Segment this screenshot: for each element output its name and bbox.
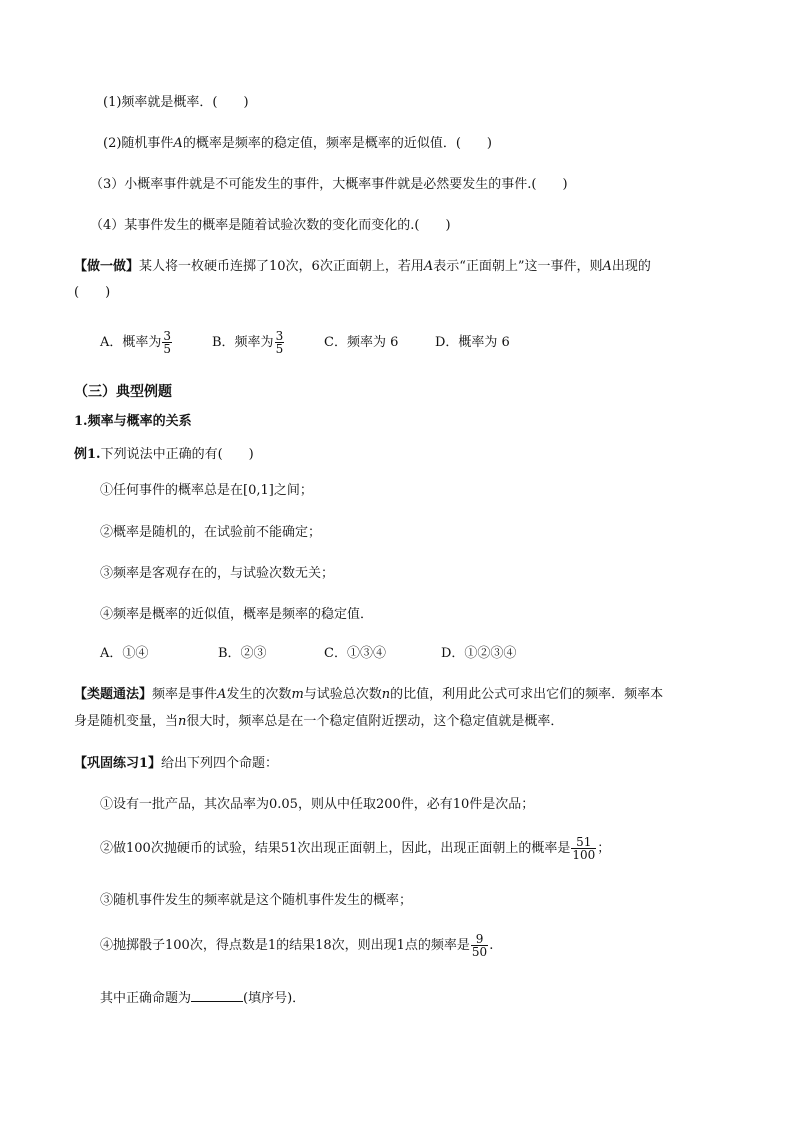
tongfa-text: 与试验总次数 — [303, 687, 382, 702]
practice-item-text: ④抛掷骰子100次，得点数是1的结果18次，则出现1点的频率是 — [100, 938, 470, 953]
tongfa-text: 的比值，利用此公式可求出它们的频率．频率本 — [390, 687, 664, 702]
variable-a: A — [423, 259, 434, 274]
fraction — [275, 330, 285, 355]
tongfa-tag: 【类题通法】 — [74, 687, 153, 702]
question-2 — [103, 135, 492, 153]
fraction — [162, 330, 172, 355]
tongfa-text: 发生的次数 — [226, 687, 292, 702]
answer-blank[interactable] — [191, 989, 243, 1002]
fraction-numerator: 3 — [275, 329, 284, 343]
variable-m: m — [291, 687, 304, 702]
question-2-text-rest: 的概率是频率的稳定值，频率是概率的近似值．( ) — [182, 136, 492, 151]
practice-item-text: ②做100次抛硬币的试验，结果51次出现正面朝上，因此，出现正面朝上的概率是 — [100, 841, 571, 856]
practice-1-item-3: ③随机事件发生的频率就是这个随机事件发生的概率； — [100, 893, 413, 908]
practice-1-item-2 — [100, 833, 610, 865]
fraction-numerator: 3 — [163, 329, 172, 343]
example-1-option-d: D．①②③④ — [441, 646, 517, 661]
fraction-denominator: 100 — [572, 848, 596, 862]
question-1: (1)频率就是概率．( ) — [103, 95, 249, 110]
answer-prefix: 其中正确命题为 — [100, 991, 192, 1006]
tongfa-line-1 — [74, 686, 663, 704]
punctuation: ； — [597, 841, 611, 856]
zuoyizuo-text-a: 某人将一枚硬币连掷了10次，6次正面朝上，若用 — [139, 259, 424, 274]
zuoyizuo-text-c: 出现的 — [611, 259, 651, 274]
example-1-option-a: A．①④ — [100, 646, 149, 661]
example-1-statement-4: ④频率是概率的近似值，概率是频率的稳定值． — [100, 607, 374, 622]
fraction-numerator: 9 — [471, 933, 488, 946]
zuoyizuo-option-c: C．频率为 6 — [324, 335, 399, 350]
example-1-statement-2: ②概率是随机的，在试验前不能确定； — [100, 525, 322, 540]
example-1-statement-1: ①任何事件的概率总是在[0,1]之间； — [100, 483, 313, 498]
fraction — [471, 933, 488, 958]
tongfa-text: 很大时，频率总是在一个稳定值附近摆动，这个稳定值就是概率． — [186, 714, 564, 729]
example-1-option-c: C．①③④ — [324, 646, 386, 661]
punctuation: . — [489, 938, 494, 953]
practice-1-answer — [100, 989, 305, 1008]
tongfa-text: 频率是事件 — [152, 687, 218, 702]
zuoyizuo-tag: 【做一做】 — [74, 259, 140, 274]
tongfa-text: 身是随机变量，当 — [74, 714, 179, 729]
practice-stem-text: 给出下列四个命题： — [161, 756, 279, 771]
variable-a: A — [602, 259, 612, 274]
practice-1-stem — [74, 755, 278, 773]
fraction-denominator: 50 — [471, 945, 488, 959]
fraction — [571, 836, 596, 861]
zuoyizuo-option-b — [212, 328, 285, 358]
zuoyizuo-line-2: ( ) — [74, 285, 111, 300]
example-stem-text: 下列说法中正确的有( ) — [100, 447, 254, 462]
variable-a: A — [217, 687, 227, 702]
example-1-statement-3: ③频率是客观存在的，与试验次数无关； — [100, 566, 335, 581]
question-3: （3）小概率事件就是不可能发生的事件，大概率事件就是必然要发生的事件.( ) — [90, 177, 568, 192]
practice-1-item-4 — [100, 930, 493, 962]
section-title: （三）典型例题 — [74, 384, 172, 400]
zuoyizuo-option-d: D．概率为 6 — [435, 335, 510, 350]
zuoyizuo-option-a — [100, 328, 173, 358]
practice-tag: 【巩固练习1】 — [74, 756, 162, 771]
subsection-title: 1.频率与概率的关系 — [74, 414, 192, 429]
fraction-numerator: 51 — [571, 836, 596, 849]
zuoyizuo-text-b: 表示“正面朝上”这一事件，则 — [433, 259, 603, 274]
tongfa-line-2 — [74, 713, 563, 731]
variable-n: n — [381, 687, 391, 702]
variable-n: n — [178, 714, 187, 729]
fraction-denominator: 5 — [275, 342, 284, 356]
example-label: 例1. — [74, 447, 101, 462]
variable-a: A — [173, 136, 183, 151]
answer-suffix: (填序号)． — [243, 991, 306, 1006]
fraction-denominator: 5 — [163, 342, 172, 356]
zuoyizuo-line-1 — [74, 258, 651, 276]
example-1-option-b: B．②③ — [218, 646, 267, 661]
question-2-text: (2)随机事件 — [103, 136, 174, 151]
practice-1-item-1: ①设有一批产品，其次品率为0.05，则从中任取200件，必有10件是次品； — [100, 797, 535, 812]
question-4: （4）某事件发生的概率是随着试验次数的变化而变化的.( ) — [90, 218, 451, 233]
option-b-text: B．频率为 — [212, 335, 274, 350]
option-a-text: A．概率为 — [100, 335, 162, 350]
example-1-stem — [74, 446, 254, 464]
